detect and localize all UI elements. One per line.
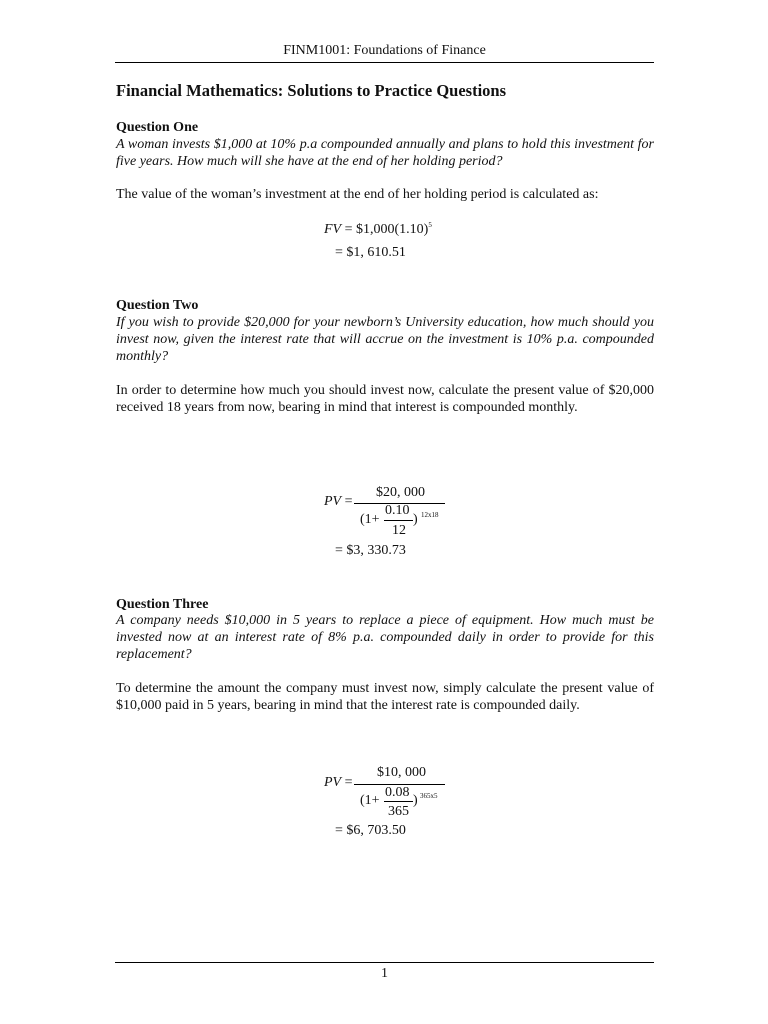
pv-exponent: 365x5	[420, 792, 438, 800]
question-two-heading: Question Two	[116, 298, 199, 313]
question-one-heading: Question One	[116, 120, 199, 135]
rate-fraction-bar	[384, 520, 413, 521]
equals-sign: =	[344, 222, 353, 237]
question-one-formula-line1	[324, 222, 432, 238]
pv-numerator: $20, 000	[376, 485, 425, 500]
question-two-result: = $3, 330.73	[335, 543, 406, 558]
question-three-result: = $6, 703.50	[335, 823, 406, 838]
pv-numerator: $10, 000	[377, 765, 426, 780]
question-one-result: = $1, 610.51	[335, 245, 406, 260]
fv-exponent: 5	[428, 221, 432, 229]
close-paren: )	[413, 512, 418, 527]
question-three-heading: Question Three	[116, 597, 209, 612]
question-one-answer: The value of the woman’s investment at the end of her holding period is calculated as:	[116, 187, 599, 202]
rate-denominator: 365	[388, 804, 409, 819]
one-plus: (1+	[360, 793, 380, 808]
page-title: Financial Mathematics: Solutions to Practice Questions	[116, 81, 507, 100]
pv-lhs-three	[324, 775, 353, 791]
question-two-answer: In order to determine how much you should invest now, calculate the present value of $20,000 received 18 years from now, bearing in mind that interest is compounded monthly.	[116, 383, 654, 415]
running-header: FINM1001: Foundations of Finance	[283, 43, 486, 58]
question-three-prompt: A company needs $10,000 in 5 years to replace a piece of equipment. How much must be invested now at an interest rate of 8% p.a. compounded daily in order to provide for this replacement?	[116, 613, 654, 662]
rate-numerator: 0.10	[385, 503, 410, 518]
question-one-prompt: A woman invests $1,000 at 10% p.a compounded annually and plans to hold this investment for five years. How much will she have at the end of her holding period?	[116, 137, 654, 169]
page-number: 1	[381, 966, 388, 981]
pv-variable: PV	[324, 775, 342, 790]
fv-variable: FV	[324, 222, 342, 237]
pv-lhs-two	[324, 494, 353, 510]
pv-variable: PV	[324, 494, 342, 509]
question-two-prompt: If you wish to provide $20,000 for your newborn’s University education, how much should you invest now, given the interest rate that will accrue on the investment is 10% p.a. compounded monthly?	[116, 315, 654, 364]
footer-divider	[115, 962, 654, 963]
fv-expression: $1,000(1.10)	[356, 222, 429, 237]
equals-sign: =	[344, 494, 353, 509]
one-plus: (1+	[360, 512, 380, 527]
close-paren: )	[413, 793, 418, 808]
question-three-answer: To determine the amount the company must invest now, simply calculate the present value of $10,000 paid in 5 years, bearing in mind that the interest rate is compounded daily.	[116, 681, 654, 713]
equals-sign: =	[344, 775, 353, 790]
rate-denominator: 12	[392, 523, 406, 538]
rate-fraction-bar	[384, 801, 413, 802]
header-divider	[115, 62, 654, 63]
pv-exponent: 12x18	[421, 511, 439, 519]
rate-numerator: 0.08	[385, 785, 410, 800]
